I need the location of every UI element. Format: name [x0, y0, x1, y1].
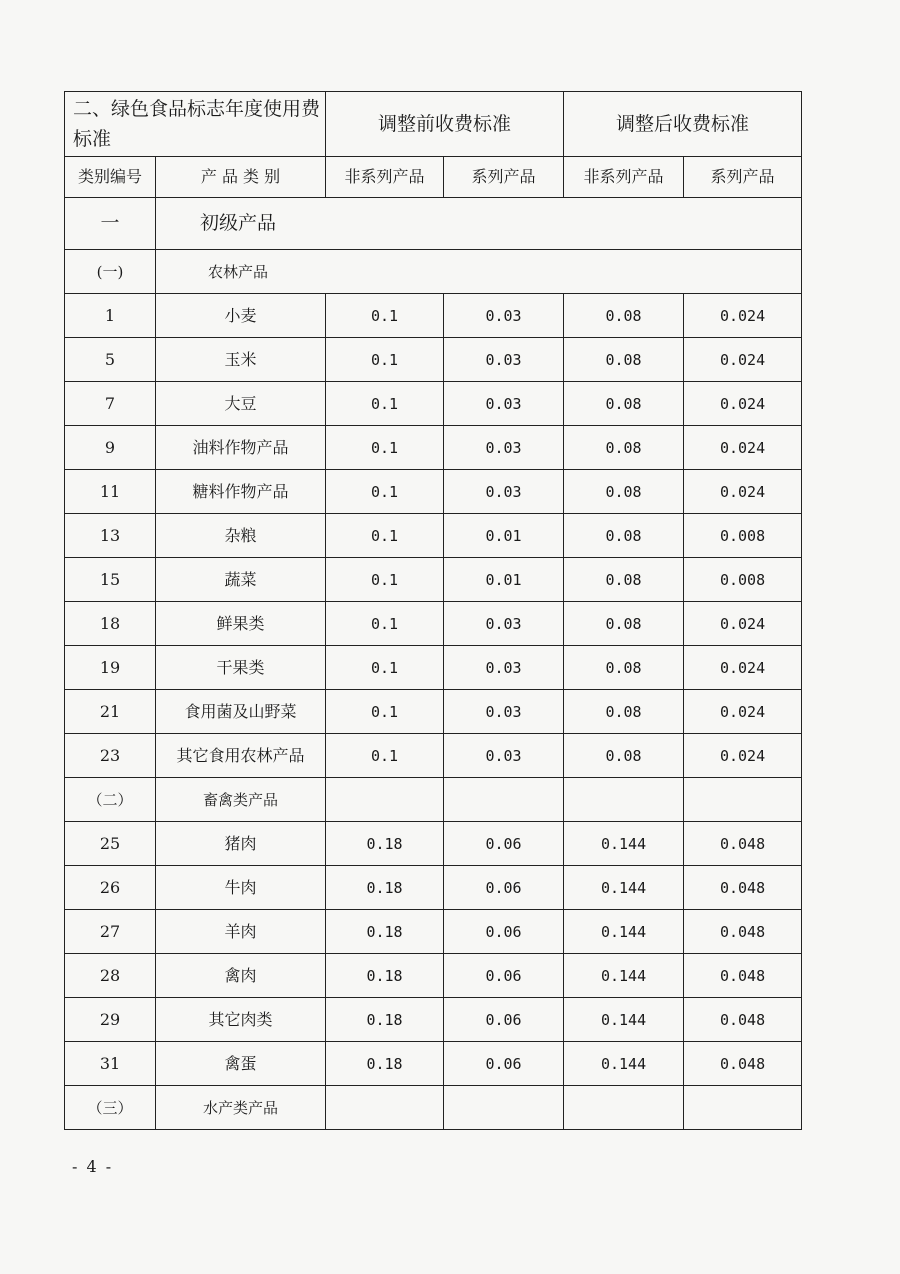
row-product-name: 蔬菜 — [156, 558, 326, 602]
row-before-series: 0.03 — [444, 426, 564, 470]
row-before-non-series: 0.1 — [326, 646, 444, 690]
row-after-non-series: 0.08 — [564, 294, 684, 338]
row-before-non-series: 0.18 — [326, 998, 444, 1042]
row-before-series: 0.03 — [444, 294, 564, 338]
row-product-name: 油料作物产品 — [156, 426, 326, 470]
page-number: - 4 - — [72, 1157, 114, 1176]
row-after-non-series: 0.08 — [564, 514, 684, 558]
row-code: 1 — [65, 294, 156, 338]
row-before-non-series: 0.18 — [326, 954, 444, 998]
row-before-non-series: 0.1 — [326, 734, 444, 778]
row-before-non-series: 0.1 — [326, 602, 444, 646]
col-code-header: 类别编号 — [65, 157, 156, 198]
fee-standard-table — [64, 91, 802, 1130]
row-code: 13 — [65, 514, 156, 558]
row-before-series: 0.06 — [444, 998, 564, 1042]
row-product-name: 禽蛋 — [156, 1042, 326, 1086]
row-before-non-series: 0.1 — [326, 514, 444, 558]
row-product-name: 食用菌及山野菜 — [156, 690, 326, 734]
section-code: 一 — [65, 198, 156, 250]
category-name: 农林产品 — [156, 250, 802, 294]
category-code: （二） — [65, 778, 156, 822]
row-before-series: 0.03 — [444, 382, 564, 426]
row-product-name: 小麦 — [156, 294, 326, 338]
col-category-header: 产 品 类 别 — [156, 157, 326, 198]
category-row-aquatic — [65, 1086, 802, 1130]
row-after-series: 0.024 — [684, 690, 802, 734]
table-row — [65, 470, 802, 514]
category-row-agriculture — [65, 250, 802, 294]
row-code: 18 — [65, 602, 156, 646]
table-row — [65, 426, 802, 470]
row-product-name: 糖料作物产品 — [156, 470, 326, 514]
table-row — [65, 910, 802, 954]
row-before-series: 0.06 — [444, 866, 564, 910]
row-code: 11 — [65, 470, 156, 514]
row-code: 29 — [65, 998, 156, 1042]
col-after-series-header: 系列产品 — [684, 157, 802, 198]
col-before-series-header: 系列产品 — [444, 157, 564, 198]
row-code: 5 — [65, 338, 156, 382]
row-before-series: 0.01 — [444, 558, 564, 602]
row-before-series: 0.06 — [444, 954, 564, 998]
row-product-name: 羊肉 — [156, 910, 326, 954]
row-before-non-series: 0.1 — [326, 690, 444, 734]
row-after-series: 0.024 — [684, 470, 802, 514]
row-before-non-series: 0.1 — [326, 294, 444, 338]
row-before-non-series: 0.18 — [326, 866, 444, 910]
row-before-series: 0.03 — [444, 602, 564, 646]
row-after-series: 0.048 — [684, 954, 802, 998]
row-before-non-series: 0.18 — [326, 1042, 444, 1086]
row-after-series: 0.024 — [684, 602, 802, 646]
row-before-non-series: 0.1 — [326, 338, 444, 382]
after-header: 调整后收费标准 — [564, 92, 802, 157]
row-code: 7 — [65, 382, 156, 426]
row-code: 31 — [65, 1042, 156, 1086]
table-row — [65, 822, 802, 866]
col-after-non-series-header: 非系列产品 — [564, 157, 684, 198]
table-row — [65, 866, 802, 910]
row-before-series: 0.03 — [444, 470, 564, 514]
table-row — [65, 294, 802, 338]
table-row — [65, 382, 802, 426]
row-code: 26 — [65, 866, 156, 910]
table-row — [65, 338, 802, 382]
row-product-name: 玉米 — [156, 338, 326, 382]
category-code: (一) — [65, 250, 156, 294]
table-row — [65, 558, 802, 602]
header-row-2 — [65, 157, 802, 198]
row-code: 15 — [65, 558, 156, 602]
row-product-name: 禽肉 — [156, 954, 326, 998]
section-row-primary — [65, 198, 802, 250]
row-code: 9 — [65, 426, 156, 470]
row-before-series: 0.03 — [444, 690, 564, 734]
row-before-series: 0.01 — [444, 514, 564, 558]
row-code: 28 — [65, 954, 156, 998]
row-after-series: 0.024 — [684, 734, 802, 778]
row-after-series: 0.024 — [684, 294, 802, 338]
row-product-name: 猪肉 — [156, 822, 326, 866]
row-after-series: 0.048 — [684, 866, 802, 910]
row-product-name: 其它肉类 — [156, 998, 326, 1042]
row-product-name: 干果类 — [156, 646, 326, 690]
row-before-non-series: 0.1 — [326, 426, 444, 470]
table-row — [65, 1042, 802, 1086]
row-after-non-series: 0.144 — [564, 954, 684, 998]
table-title: 二、绿色食品标志年度使用费标准 — [65, 92, 326, 157]
table-row — [65, 602, 802, 646]
row-product-name: 杂粮 — [156, 514, 326, 558]
col-before-non-series-header: 非系列产品 — [326, 157, 444, 198]
row-before-non-series: 0.18 — [326, 822, 444, 866]
row-after-non-series: 0.144 — [564, 910, 684, 954]
row-after-series: 0.024 — [684, 338, 802, 382]
row-after-series: 0.048 — [684, 910, 802, 954]
row-after-non-series: 0.08 — [564, 382, 684, 426]
before-header: 调整前收费标准 — [326, 92, 564, 157]
row-product-name: 牛肉 — [156, 866, 326, 910]
row-before-non-series: 0.1 — [326, 558, 444, 602]
row-code: 19 — [65, 646, 156, 690]
row-product-name: 大豆 — [156, 382, 326, 426]
row-code: 23 — [65, 734, 156, 778]
table-row — [65, 690, 802, 734]
row-before-series: 0.06 — [444, 1042, 564, 1086]
row-after-non-series: 0.08 — [564, 734, 684, 778]
row-code: 21 — [65, 690, 156, 734]
table-row — [65, 646, 802, 690]
row-before-series: 0.06 — [444, 822, 564, 866]
table-row — [65, 734, 802, 778]
row-before-series: 0.03 — [444, 338, 564, 382]
row-before-series: 0.03 — [444, 734, 564, 778]
row-product-name: 其它食用农林产品 — [156, 734, 326, 778]
table-row — [65, 954, 802, 998]
row-after-series: 0.024 — [684, 646, 802, 690]
row-after-series: 0.048 — [684, 1042, 802, 1086]
row-after-series: 0.024 — [684, 426, 802, 470]
row-after-non-series: 0.144 — [564, 866, 684, 910]
row-after-non-series: 0.08 — [564, 338, 684, 382]
row-after-series: 0.008 — [684, 514, 802, 558]
row-after-non-series: 0.08 — [564, 646, 684, 690]
section-name: 初级产品 — [156, 198, 802, 250]
row-after-non-series: 0.144 — [564, 822, 684, 866]
row-after-non-series: 0.08 — [564, 690, 684, 734]
row-after-series: 0.008 — [684, 558, 802, 602]
row-after-non-series: 0.08 — [564, 558, 684, 602]
row-after-series: 0.048 — [684, 998, 802, 1042]
row-code: 25 — [65, 822, 156, 866]
category-name: 水产类产品 — [156, 1086, 326, 1130]
table-row — [65, 514, 802, 558]
table-row — [65, 998, 802, 1042]
row-after-non-series: 0.144 — [564, 1042, 684, 1086]
row-after-series: 0.048 — [684, 822, 802, 866]
row-after-non-series: 0.08 — [564, 602, 684, 646]
row-before-non-series: 0.1 — [326, 470, 444, 514]
row-after-non-series: 0.08 — [564, 470, 684, 514]
row-before-series: 0.03 — [444, 646, 564, 690]
category-name: 畜禽类产品 — [156, 778, 326, 822]
row-before-series: 0.06 — [444, 910, 564, 954]
row-product-name: 鲜果类 — [156, 602, 326, 646]
row-code: 27 — [65, 910, 156, 954]
category-code: （三） — [65, 1086, 156, 1130]
header-row-1 — [65, 92, 802, 157]
category-row-livestock — [65, 778, 802, 822]
row-after-series: 0.024 — [684, 382, 802, 426]
row-after-non-series: 0.08 — [564, 426, 684, 470]
row-before-non-series: 0.18 — [326, 910, 444, 954]
row-before-non-series: 0.1 — [326, 382, 444, 426]
row-after-non-series: 0.144 — [564, 998, 684, 1042]
